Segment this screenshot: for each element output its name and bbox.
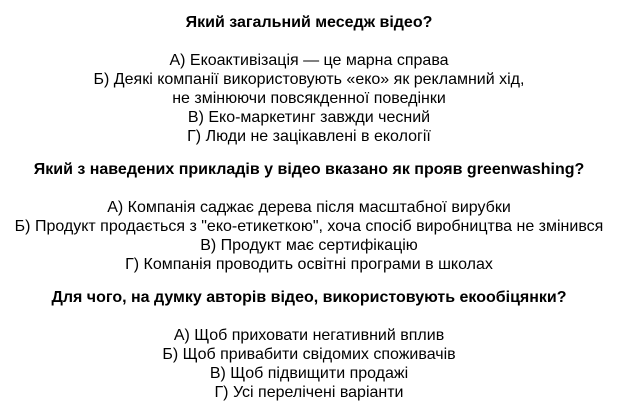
answer-option-line: Б) Деякі компанії використовують «еко» як рекламний хід,	[93, 71, 525, 88]
answer-option-line: А) Екоактивізація — це марна справа	[169, 52, 449, 69]
answer-option-line: Г) Люди не зацікавлені в екології	[187, 128, 431, 145]
question-title: Який загальний меседж відео?	[185, 14, 433, 31]
answer-option-line: В) Еко-маркетинг завжди чесний	[187, 109, 431, 126]
answer-option-line: А) Щоб приховати негативний вплив	[173, 327, 445, 344]
answer-option-line: Б) Продукт продається з "еко-етикеткою", хоча спосіб виробництва не змінився	[14, 218, 604, 235]
answer-option-line: Г) Компанія проводить освітні програми в школах	[125, 256, 493, 273]
question-block	[0, 160, 618, 274]
answer-option-line: не змінюючи повсякденної поведінки	[172, 90, 446, 107]
question-title: Який з наведених прикладів у відео вказано як прояв greenwashing?	[33, 161, 585, 178]
answer-options	[0, 326, 618, 402]
answer-option-line: Б) Щоб привабити свідомих споживачів	[162, 346, 456, 363]
question-block	[0, 13, 618, 146]
answer-option-line: Г) Усі перелічені варіанти	[214, 384, 404, 401]
answer-option-line: В) Щоб підвищити продажі	[209, 365, 409, 382]
answer-options	[0, 198, 618, 274]
question-block	[0, 288, 618, 402]
answer-option-line: А) Компанія саджає дерева після масштабної вирубки	[107, 199, 511, 216]
answer-options	[0, 51, 618, 146]
question-title: Для чого, на думку авторів відео, використовують екообіцянки?	[51, 289, 567, 306]
answer-option-line: В) Продукт має сертифікацію	[200, 237, 418, 254]
